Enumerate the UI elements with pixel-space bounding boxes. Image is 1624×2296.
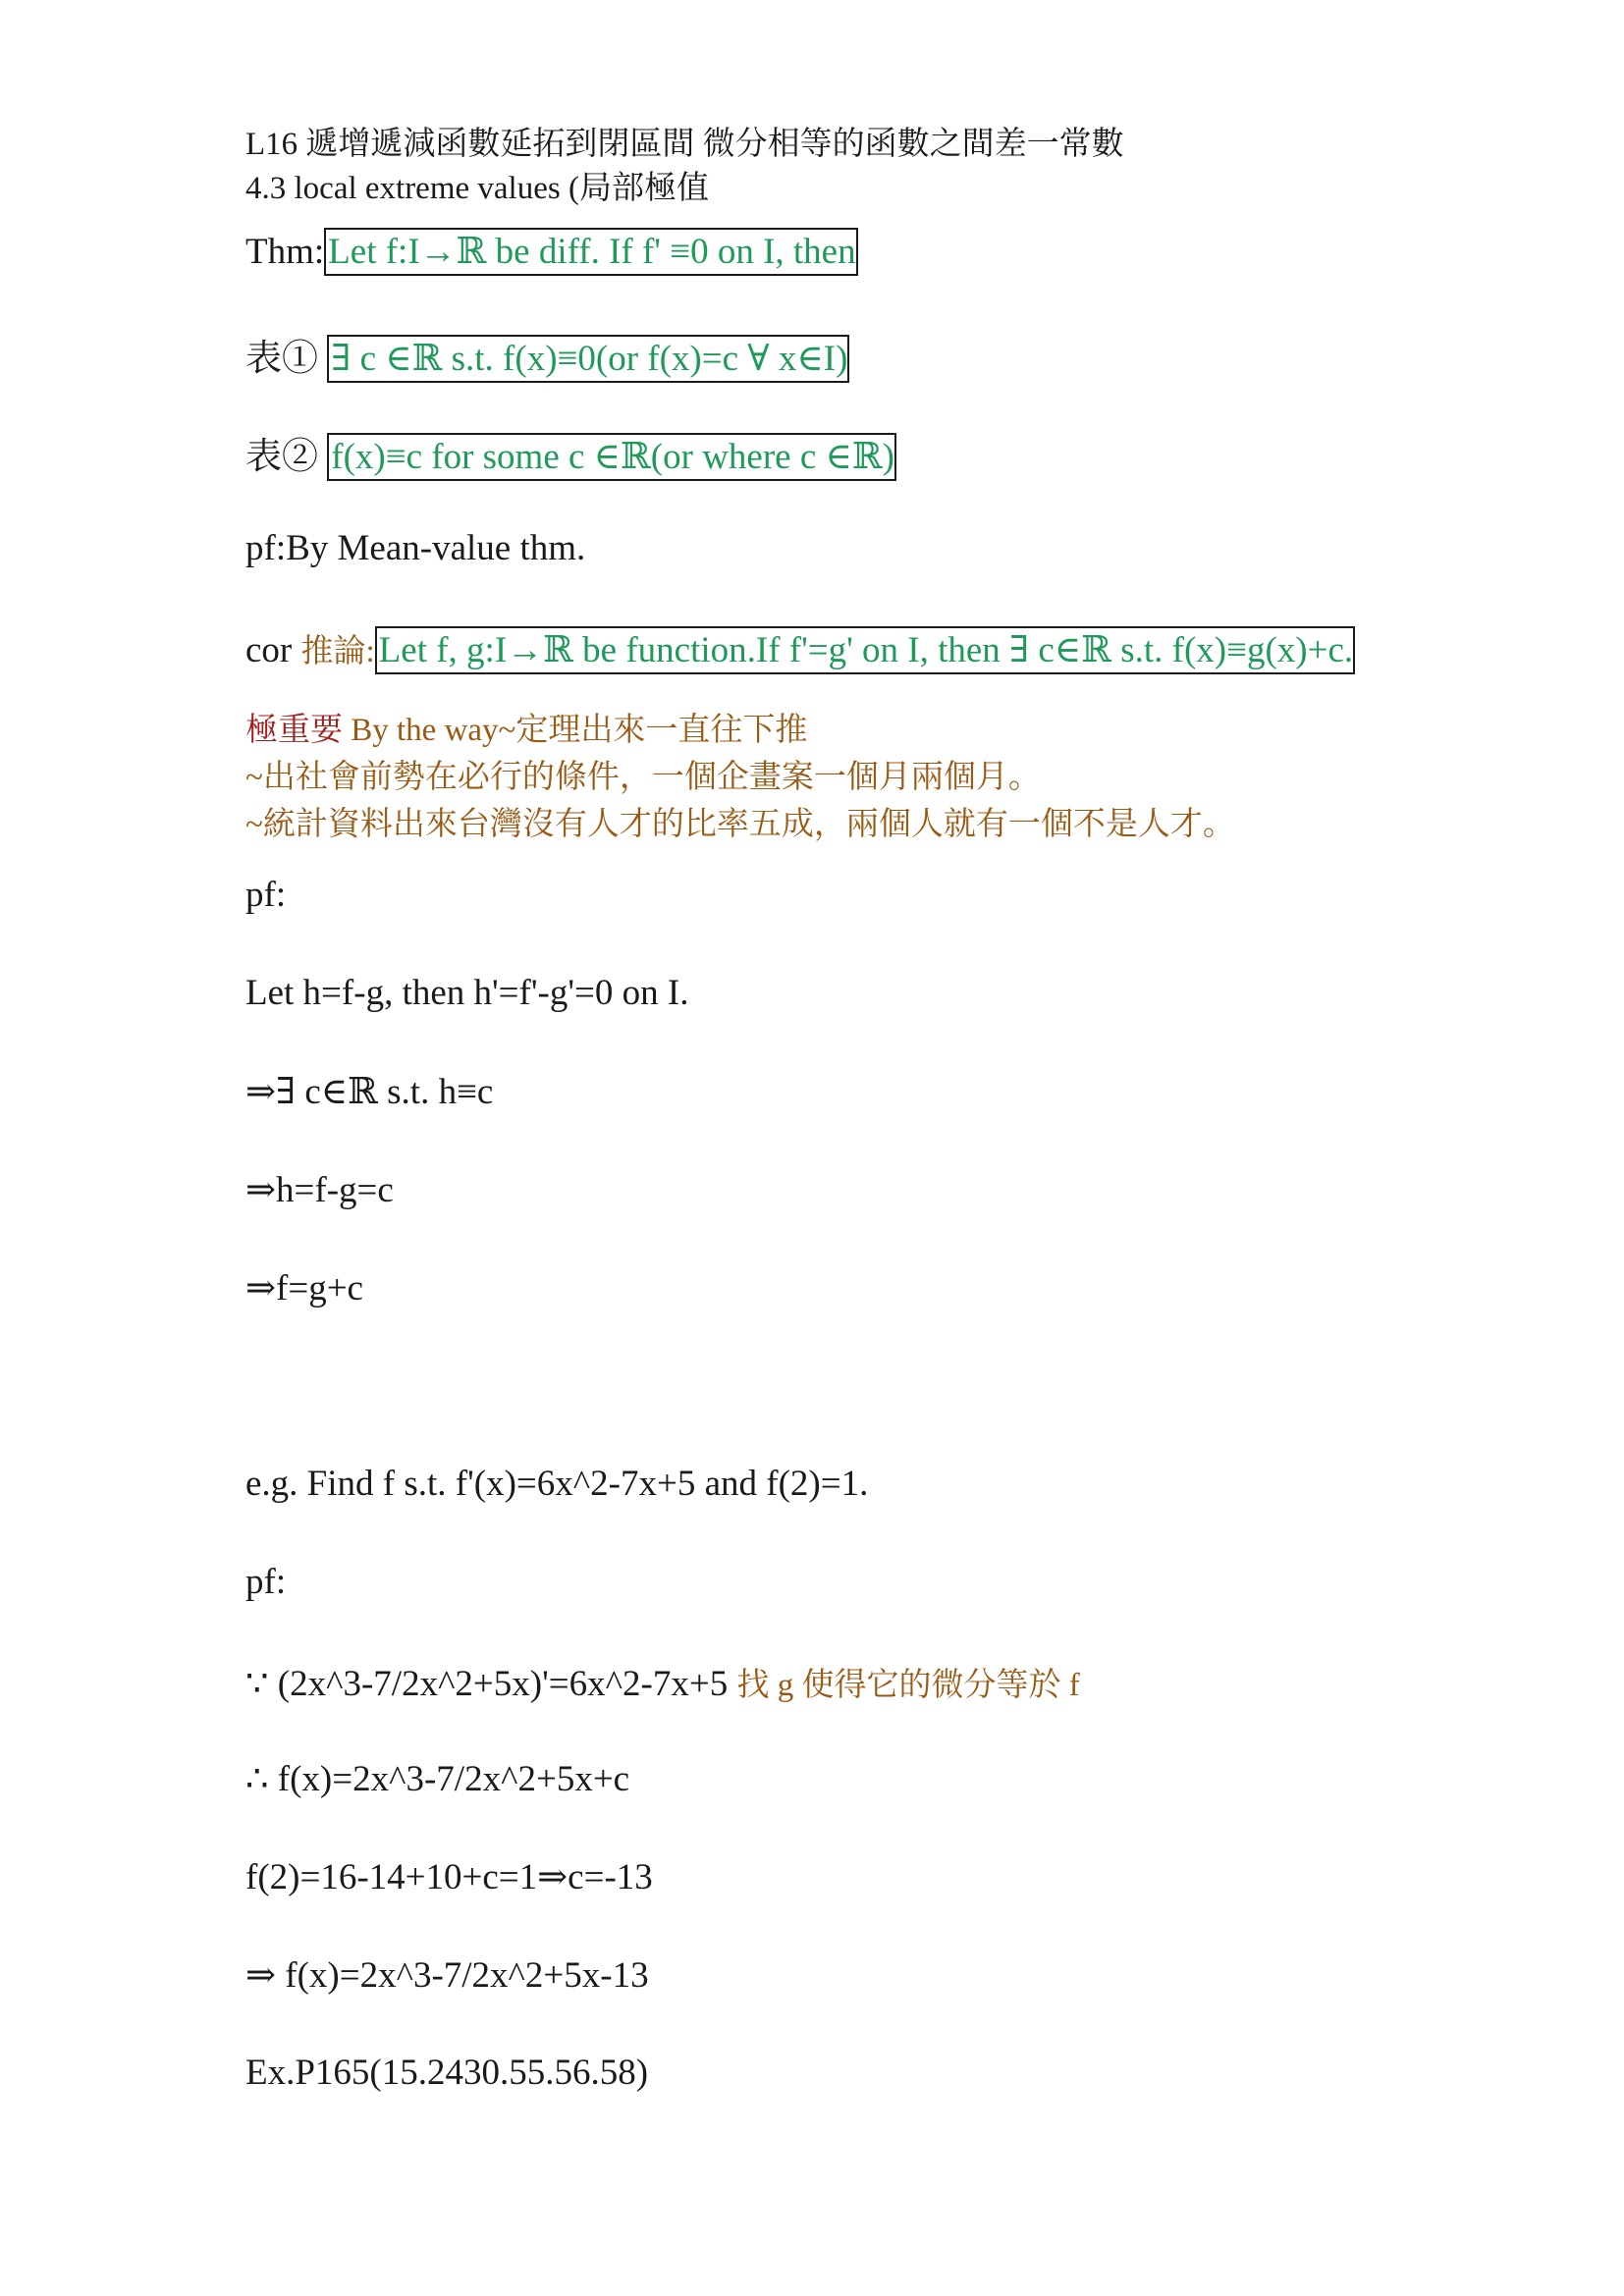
note-line-1	[245, 704, 807, 750]
proof-mean-value: pf:By Mean-value thm.	[245, 528, 586, 568]
form1-label: 表①	[245, 339, 328, 379]
form2-line	[245, 426, 896, 479]
theorem-label: Thm:	[245, 232, 325, 272]
corollary-label-zh: 推論:	[300, 634, 375, 669]
example-result: ⇒ f(x)=2x^3-7/2x^2+5x-13	[245, 1955, 649, 1996]
example-because-line	[245, 1659, 1080, 1705]
example-pf-label: pf:	[245, 1562, 287, 1602]
lecture-title: L16 遞增遞減函數延拓到閉區間 微分相等的函數之間差一常數	[245, 127, 1124, 162]
corollary-label: cor	[245, 630, 301, 670]
section-subtitle: 4.3 local extreme values (局部極值	[245, 171, 709, 206]
example-statement: e.g. Find f s.t. f'(x)=6x^2-7x+5 and f(2)=1.	[245, 1464, 869, 1504]
note-important: 極重要	[245, 713, 352, 748]
form1-statement: ∃ c ∈ℝ s.t. f(x)≡0(or f(x)=c ∀ x∈I)	[327, 335, 849, 383]
proof-step: ⇒h=f-g=c	[245, 1170, 394, 1210]
proof-step: Let h=f-g, then h'=f'-g'=0 on I.	[245, 973, 689, 1013]
form2-label: 表②	[245, 437, 328, 477]
example-solve-c: f(2)=16-14+10+c=1⇒c=-13	[245, 1857, 653, 1897]
note-line-2: ~出社會前勢在必行的條件，一個企畫案一個月兩個月。	[245, 760, 1041, 795]
theorem-line	[245, 230, 858, 273]
example-because-note: 找 g 使得它的微分等於 f	[736, 1668, 1080, 1703]
example-because: ∵ (2x^3-7/2x^2+5x)'=6x^2-7x+5	[245, 1664, 737, 1704]
form2-statement: f(x)≡c for some c ∈ℝ(or where c ∈ℝ)	[327, 433, 896, 481]
proof-cor-label: pf:	[245, 875, 287, 915]
proof-step: ⇒f=g+c	[245, 1268, 363, 1308]
note-line-3: ~統計資料出來台灣沒有人才的比率五成，兩個人就有一個不是人才。	[245, 807, 1235, 842]
corollary-statement: Let f, g:I→ℝ be function.If f'=g' on I, then ∃ c∈ℝ s.t. f(x)≡g(x)+c.	[375, 626, 1355, 674]
exercise-reference: Ex.P165(15.2430.55.56.58)	[245, 2053, 649, 2093]
form1-line	[245, 328, 849, 381]
corollary-line	[245, 625, 1355, 671]
note-by-the-way: By the way~定理出來一直往下推	[351, 713, 808, 748]
example-therefore: ∴ f(x)=2x^3-7/2x^2+5x+c	[245, 1759, 630, 1799]
proof-step: ⇒∃ c∈ℝ s.t. h≡c	[245, 1072, 494, 1112]
theorem-statement: Let f:I→ℝ be diff. If f' ≡0 on I, then	[324, 228, 857, 276]
